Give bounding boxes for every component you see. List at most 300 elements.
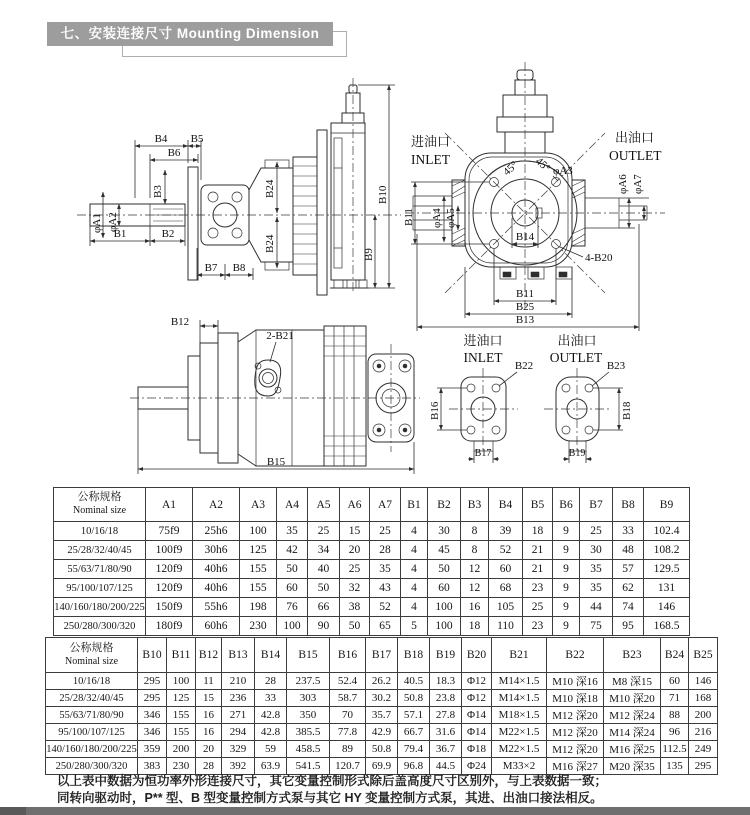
inlet-label-zh: 进油口 (411, 134, 451, 149)
value-cell: 150f9 (146, 598, 193, 617)
dimension-table-a1-b9 (53, 487, 690, 636)
value-cell: 329 (222, 741, 255, 758)
value-cell: 40h6 (193, 560, 240, 579)
value-cell: 36.7 (430, 741, 462, 758)
angle-label-right: 45° (532, 155, 553, 175)
footer-note-line1: 以上表中数据为恒功率外形连接尺寸，其它变量控制形式除后盖高度尺寸区别外，与上表数据一致； (57, 774, 608, 788)
value-cell: 88 (661, 707, 689, 724)
inlet-port-face (429, 333, 533, 463)
side-view-dimensions (90, 85, 395, 288)
dim-label-b6: B6 (167, 147, 181, 159)
value-cell: 28 (255, 673, 287, 690)
drawing-port-faces (425, 330, 665, 465)
value-cell: Φ24 (462, 758, 492, 775)
column-header-b12: B12 (196, 638, 222, 673)
dim-label-a1: φA1 (91, 213, 103, 233)
dim-label-b8: B8 (232, 262, 246, 274)
value-cell: 100 (277, 617, 308, 636)
value-cell: 71 (661, 690, 689, 707)
column-header-a1: A1 (146, 488, 193, 522)
value-cell: M14×1.5 (492, 690, 547, 707)
value-cell: 23.8 (430, 690, 462, 707)
value-cell: M12 深20 (547, 707, 604, 724)
value-cell: 74 (613, 598, 644, 617)
column-header-b8: B8 (613, 488, 644, 522)
value-cell: 52 (489, 541, 523, 560)
value-cell: 35.7 (366, 707, 398, 724)
dim-label-b4: B4 (154, 133, 168, 145)
angle-label-left: 45° (500, 159, 521, 179)
value-cell: 346 (138, 724, 167, 741)
value-cell: 52 (370, 598, 401, 617)
value-cell: 79.4 (398, 741, 430, 758)
value-cell: 120f9 (146, 579, 193, 598)
column-header-a7: A7 (370, 488, 401, 522)
column-header-a5: A5 (308, 488, 340, 522)
value-cell: 295 (138, 673, 167, 690)
value-cell: 100f9 (146, 541, 193, 560)
table-row (46, 673, 718, 690)
column-header-b9: B9 (644, 488, 690, 522)
value-cell: M14×1.5 (492, 673, 547, 690)
dim-label-b24-top: B24 (264, 179, 276, 198)
drawing-pump-side-view (75, 68, 405, 308)
value-cell: 42.8 (255, 707, 287, 724)
value-cell: 30.2 (366, 690, 398, 707)
value-cell: 15 (196, 690, 222, 707)
value-cell: 35 (370, 560, 401, 579)
column-header-b19: B19 (430, 638, 462, 673)
dim-label-a5: φA5 (445, 208, 457, 228)
value-cell: 8 (461, 522, 489, 541)
dim-label-b11-side: B11 (403, 208, 415, 226)
dim-label-b19: B19 (568, 448, 586, 459)
value-cell: 25 (370, 522, 401, 541)
value-cell: 23 (523, 579, 553, 598)
rib-lines-2 (324, 336, 366, 456)
value-cell: 131 (644, 579, 690, 598)
column-header-b22: B22 (547, 638, 604, 673)
dim-label-a7: φA7 (632, 174, 644, 194)
dim-label-b11: B11 (516, 288, 534, 300)
value-cell: 458.5 (287, 741, 330, 758)
nominal-size-cell: 140/160/180/200/225 (54, 598, 146, 617)
value-cell: 168 (689, 690, 718, 707)
value-cell: Φ14 (462, 724, 492, 741)
value-cell: 21 (523, 541, 553, 560)
value-cell: 44 (580, 598, 613, 617)
value-cell: 15 (340, 522, 370, 541)
value-cell: 230 (167, 758, 196, 775)
outlet-label-zh: 出油口 (615, 130, 655, 145)
value-cell: 198 (240, 598, 277, 617)
column-header-b15: B15 (287, 638, 330, 673)
dim-label-b9: B9 (363, 248, 375, 261)
value-cell: M14 深24 (604, 724, 661, 741)
value-cell: 69.9 (366, 758, 398, 775)
value-cell: 18 (523, 522, 553, 541)
nominal-size-cell: 55/63/71/80/90 (54, 560, 146, 579)
value-cell: 8 (461, 541, 489, 560)
value-cell: 4 (401, 541, 428, 560)
value-cell: 65 (370, 617, 401, 636)
value-cell: 210 (222, 673, 255, 690)
value-cell: 108.2 (644, 541, 690, 560)
section-title-zh: 七、安装连接尺寸 (60, 26, 173, 41)
value-cell: 4 (401, 598, 428, 617)
value-cell: 40.5 (398, 673, 430, 690)
value-cell: 60 (428, 579, 461, 598)
nominal-size-cell: 25/28/32/40/45 (54, 541, 146, 560)
value-cell: 125 (167, 690, 196, 707)
outlet-label-en: OUTLET (609, 148, 662, 163)
value-cell: 33 (613, 522, 644, 541)
value-cell: 180f9 (146, 617, 193, 636)
drawing-pump-front-view (403, 58, 748, 343)
value-cell: 31.6 (430, 724, 462, 741)
value-cell: 216 (689, 724, 718, 741)
column-header-b3: B3 (461, 488, 489, 522)
dim-label-b25: B25 (515, 301, 535, 313)
value-cell: 66.7 (398, 724, 430, 741)
value-cell: M18×1.5 (492, 707, 547, 724)
outlet-port-face (544, 333, 633, 463)
value-cell: 20 (196, 741, 222, 758)
dim-label-a4: φA4 (431, 208, 443, 228)
value-cell: 55h6 (193, 598, 240, 617)
value-cell: 38 (340, 598, 370, 617)
value-cell: 50.8 (366, 741, 398, 758)
value-cell: 129.5 (644, 560, 690, 579)
nominal-size-cell: 10/16/18 (54, 522, 146, 541)
nominal-size-cell: 250/280/300/320 (46, 758, 138, 775)
value-cell: 155 (240, 579, 277, 598)
value-cell: 40 (308, 560, 340, 579)
value-cell: 237.5 (287, 673, 330, 690)
value-cell: 60 (661, 673, 689, 690)
value-cell: 50 (308, 579, 340, 598)
value-cell: 35 (277, 522, 308, 541)
column-header-b25: B25 (689, 638, 718, 673)
value-cell: 4 (401, 579, 428, 598)
value-cell: 155 (167, 707, 196, 724)
front-view-dimensions (403, 130, 662, 331)
value-cell: M20 深35 (604, 758, 661, 775)
dim-label-b7: B7 (204, 262, 218, 274)
value-cell: 63.9 (255, 758, 287, 775)
dim-label-b12: B12 (170, 316, 190, 328)
value-cell: 100 (240, 522, 277, 541)
column-header-b18: B18 (398, 638, 430, 673)
value-cell: M12 深20 (547, 741, 604, 758)
value-cell: 230 (240, 617, 277, 636)
outlet-face-label-zh: 出油口 (557, 333, 597, 348)
value-cell: 295 (689, 758, 718, 775)
nominal-size-header: 公称规格 Nominal size (46, 638, 138, 673)
value-cell: 155 (167, 724, 196, 741)
value-cell: 200 (167, 741, 196, 758)
value-cell: 52.4 (330, 673, 366, 690)
value-cell: 102.4 (644, 522, 690, 541)
column-header-a2: A2 (193, 488, 240, 522)
value-cell: 96 (661, 724, 689, 741)
column-header-b21: B21 (492, 638, 547, 673)
section-title-bar (47, 22, 333, 46)
value-cell: Φ14 (462, 707, 492, 724)
value-cell: 28 (196, 758, 222, 775)
value-cell: 271 (222, 707, 255, 724)
value-cell: 57.1 (398, 707, 430, 724)
value-cell: 89 (330, 741, 366, 758)
value-cell: M22×1.5 (492, 741, 547, 758)
value-cell: 27.8 (430, 707, 462, 724)
value-cell: 303 (287, 690, 330, 707)
value-cell: 25 (340, 560, 370, 579)
value-cell: 4 (401, 560, 428, 579)
column-header-b6: B6 (553, 488, 580, 522)
table-row (54, 560, 690, 579)
value-cell: 39 (489, 522, 523, 541)
value-cell: 346 (138, 707, 167, 724)
table-row (54, 522, 690, 541)
value-cell: 42.8 (255, 724, 287, 741)
value-cell: 90 (308, 617, 340, 636)
column-header-b2: B2 (428, 488, 461, 522)
dim-label-b10: B10 (377, 185, 389, 204)
inlet-face-label-en: INLET (463, 350, 503, 365)
section-title-en: Mounting Dimension (176, 26, 320, 41)
value-cell: 75f9 (146, 522, 193, 541)
page-bottom-bar (0, 807, 750, 815)
value-cell: 30 (580, 541, 613, 560)
value-cell: 20 (340, 541, 370, 560)
table-row (46, 707, 718, 724)
column-header-b7: B7 (580, 488, 613, 522)
value-cell: 392 (222, 758, 255, 775)
value-cell: 28 (370, 541, 401, 560)
value-cell: 112.5 (661, 741, 689, 758)
dim-label-b14: B14 (515, 231, 535, 243)
dim-label-b1: B1 (113, 228, 127, 240)
column-header-b13: B13 (222, 638, 255, 673)
dim-label-b15: B15 (266, 456, 286, 468)
value-cell: 42 (277, 541, 308, 560)
value-cell: 9 (553, 617, 580, 636)
table-row (54, 579, 690, 598)
dim-label-a3: φA3 (553, 165, 573, 177)
column-header-b20: B20 (462, 638, 492, 673)
page-bottom-bar-corner (0, 807, 26, 815)
value-cell: 5 (401, 617, 428, 636)
dim-label-b2: B2 (161, 228, 175, 240)
table-row (46, 724, 718, 741)
value-cell: M33×2 (492, 758, 547, 775)
side2-dimensions (138, 316, 414, 474)
value-cell: 125 (240, 541, 277, 560)
value-cell: 18.3 (430, 673, 462, 690)
value-cell: 35 (580, 560, 613, 579)
outlet-face-label-en: OUTLET (549, 350, 603, 365)
value-cell: 48 (613, 541, 644, 560)
column-header-a3: A3 (240, 488, 277, 522)
value-cell: 60h6 (193, 617, 240, 636)
nominal-size-cell: 25/28/32/40/45 (46, 690, 138, 707)
value-cell: 77.8 (330, 724, 366, 741)
dim-label-b17: B17 (474, 448, 492, 459)
value-cell: 43 (370, 579, 401, 598)
value-cell: 50 (428, 560, 461, 579)
footer-note-line2: 同转向驱动时，P** 型、B 型变量控制方式泵与其它 HY 变量控制方式泵，其进、出油口接法相反。 (57, 790, 603, 810)
column-header-b5: B5 (523, 488, 553, 522)
value-cell: 9 (553, 560, 580, 579)
value-cell: 62 (613, 579, 644, 598)
value-cell: 26.2 (366, 673, 398, 690)
dim-label-b5: B5 (190, 133, 204, 145)
value-cell: 120.7 (330, 758, 366, 775)
value-cell: 23 (523, 617, 553, 636)
value-cell: 135 (661, 758, 689, 775)
value-cell: 16 (461, 598, 489, 617)
value-cell: 21 (523, 560, 553, 579)
value-cell: 9 (553, 541, 580, 560)
table-row (54, 598, 690, 617)
value-cell: 359 (138, 741, 167, 758)
column-header-b14: B14 (255, 638, 287, 673)
inlet-label-en: INLET (411, 152, 450, 167)
value-cell: 44.5 (430, 758, 462, 775)
value-cell: 541.5 (287, 758, 330, 775)
value-cell: 4 (401, 522, 428, 541)
dim-label-a2: φA2 (107, 212, 119, 232)
column-header-b11: B11 (167, 638, 196, 673)
column-header-b24: B24 (661, 638, 689, 673)
table-row (46, 690, 718, 707)
dim-label-b21: 2-B21 (266, 330, 294, 342)
value-cell: 95 (613, 617, 644, 636)
nominal-size-header: 公称规格 Nominal size (54, 488, 146, 522)
column-header-b23: B23 (604, 638, 661, 673)
value-cell: 385.5 (287, 724, 330, 741)
value-cell: M16 深25 (604, 741, 661, 758)
dim-label-b16: B16 (429, 401, 441, 420)
value-cell: M10 深20 (604, 690, 661, 707)
nominal-size-cell: 95/100/107/125 (46, 724, 138, 741)
value-cell: 68 (489, 579, 523, 598)
value-cell: 18 (461, 617, 489, 636)
value-cell: 50.8 (398, 690, 430, 707)
dim-label-b20: 4-B20 (585, 252, 613, 264)
value-cell: 30h6 (193, 541, 240, 560)
table-row (54, 541, 690, 560)
dim-label-b22: B22 (514, 360, 534, 372)
value-cell: 16 (196, 707, 222, 724)
dim-label-b24-bottom: B24 (264, 234, 276, 253)
dim-label-b18: B18 (621, 401, 633, 420)
inlet-face-label-zh: 进油口 (463, 333, 503, 348)
value-cell: 383 (138, 758, 167, 775)
value-cell: M8 深15 (604, 673, 661, 690)
value-cell: 25h6 (193, 522, 240, 541)
column-header-b1: B1 (401, 488, 428, 522)
value-cell: 30 (428, 522, 461, 541)
value-cell: 12 (461, 560, 489, 579)
value-cell: 40h6 (193, 579, 240, 598)
nominal-size-cell: 10/16/18 (46, 673, 138, 690)
table-row (46, 741, 718, 758)
value-cell: 60 (277, 579, 308, 598)
value-cell: 146 (689, 673, 718, 690)
value-cell: 50 (277, 560, 308, 579)
value-cell: 100 (428, 598, 461, 617)
value-cell: M22×1.5 (492, 724, 547, 741)
nominal-size-cell: 140/160/180/200/225 (46, 741, 138, 758)
value-cell: 249 (689, 741, 718, 758)
dim-label-b13: B13 (515, 314, 535, 326)
value-cell: 11 (196, 673, 222, 690)
value-cell: 200 (689, 707, 718, 724)
value-cell: 155 (240, 560, 277, 579)
value-cell: 57 (613, 560, 644, 579)
value-cell: 66 (308, 598, 340, 617)
value-cell: 45 (428, 541, 461, 560)
value-cell: 70 (330, 707, 366, 724)
value-cell: M10 深16 (547, 673, 604, 690)
value-cell: 35 (580, 579, 613, 598)
dim-label-a6: φA6 (617, 174, 629, 194)
value-cell: 25 (523, 598, 553, 617)
value-cell: 100 (428, 617, 461, 636)
value-cell: 25 (580, 522, 613, 541)
value-cell: 110 (489, 617, 523, 636)
value-cell: 120f9 (146, 560, 193, 579)
value-cell: 9 (553, 522, 580, 541)
value-cell: 294 (222, 724, 255, 741)
value-cell: 50 (340, 617, 370, 636)
value-cell: 58.7 (330, 690, 366, 707)
value-cell: 33 (255, 690, 287, 707)
value-cell: 236 (222, 690, 255, 707)
table-row (54, 617, 690, 636)
value-cell: M16 深27 (547, 758, 604, 775)
value-cell: 34 (308, 541, 340, 560)
value-cell: 60 (489, 560, 523, 579)
table-row (46, 758, 718, 775)
value-cell: 146 (644, 598, 690, 617)
nominal-size-cell: 250/280/300/320 (54, 617, 146, 636)
dim-label-b23: B23 (606, 360, 626, 372)
value-cell: 32 (340, 579, 370, 598)
value-cell: 295 (138, 690, 167, 707)
value-cell: 9 (553, 579, 580, 598)
value-cell: 75 (580, 617, 613, 636)
dim-label-b3: B3 (152, 185, 164, 198)
value-cell: Φ12 (462, 673, 492, 690)
value-cell: 100 (167, 673, 196, 690)
value-cell: 96.8 (398, 758, 430, 775)
value-cell: 76 (277, 598, 308, 617)
value-cell: M12 深24 (604, 707, 661, 724)
value-cell: 168.5 (644, 617, 690, 636)
column-header-b17: B17 (366, 638, 398, 673)
column-header-a6: A6 (340, 488, 370, 522)
nominal-size-cell: 55/63/71/80/90 (46, 707, 138, 724)
value-cell: 9 (553, 598, 580, 617)
value-cell: Φ18 (462, 741, 492, 758)
value-cell: 16 (196, 724, 222, 741)
column-header-b16: B16 (330, 638, 366, 673)
column-header-b10: B10 (138, 638, 167, 673)
value-cell: 59 (255, 741, 287, 758)
